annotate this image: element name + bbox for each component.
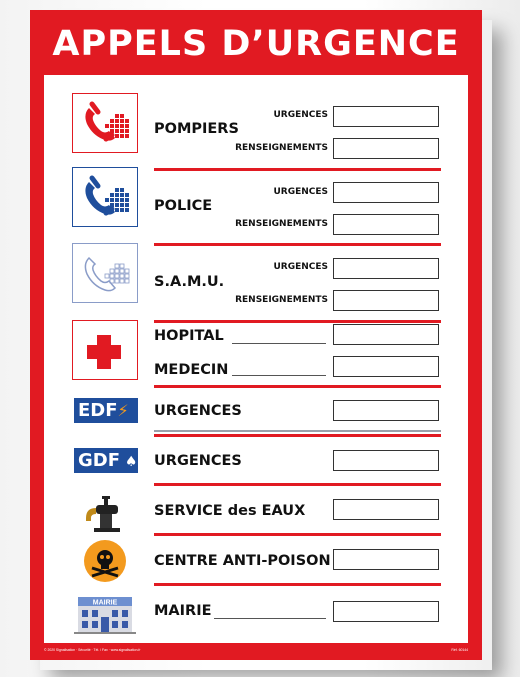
police-renseignements-label: RENSEIGNEMENTS [235, 219, 328, 229]
police-renseignements-field[interactable] [333, 214, 439, 235]
separator [154, 430, 441, 432]
blue-phone-icon [72, 167, 138, 227]
footer-text: © 2020 Signalisation · Sécurité · Tél. / Fax · www.signalisation.fr [44, 648, 141, 652]
samu-urgences-label: URGENCES [273, 262, 328, 272]
edf-urgences-field[interactable] [333, 400, 439, 421]
poster-title: APPELS D’URGENCE [52, 24, 460, 64]
tap-icon [72, 490, 138, 535]
red-cross-icon [72, 320, 138, 380]
red-phone-icon [72, 93, 138, 153]
samu-renseignements-field[interactable] [333, 290, 439, 311]
hopital-field[interactable] [333, 324, 439, 345]
pompiers-renseignements-label: RENSEIGNEMENTS [235, 143, 328, 153]
police-label: POLICE [154, 198, 213, 214]
mairie-logo-text: MAIRIE [92, 599, 118, 607]
mairie-writing-line [214, 618, 326, 619]
separator [154, 483, 441, 486]
medecin-field[interactable] [333, 356, 439, 377]
eaux-field[interactable] [333, 499, 439, 520]
edf-logo: EDF⚡ [74, 398, 138, 423]
police-urgences-label: URGENCES [273, 187, 328, 197]
antipoison-field[interactable] [333, 549, 439, 570]
gdf-logo-text: GDF [78, 450, 121, 471]
footer-reference: Réf. 60144 [451, 648, 468, 652]
pompiers-label: POMPIERS [154, 121, 239, 137]
separator [154, 243, 441, 246]
hopital-label: HOPITAL [154, 328, 224, 344]
separator [154, 320, 441, 323]
outline-phone-icon [72, 243, 138, 303]
gdf-urgences-field[interactable] [333, 450, 439, 471]
police-urgences-field[interactable] [333, 182, 439, 203]
pompiers-urgences-field[interactable] [333, 106, 439, 127]
separator [154, 385, 441, 388]
separator [154, 434, 441, 437]
pompiers-renseignements-field[interactable] [333, 138, 439, 159]
edf-urgences-label: URGENCES [154, 403, 242, 419]
gdf-logo: GDF ♠ [74, 448, 138, 473]
poster-panel [44, 75, 468, 643]
samu-urgences-field[interactable] [333, 258, 439, 279]
eaux-label: SERVICE des EAUX [154, 503, 306, 519]
hopital-writing-line [232, 343, 326, 344]
mairie-field[interactable] [333, 601, 439, 622]
gdf-urgences-label: URGENCES [154, 453, 242, 469]
samu-renseignements-label: RENSEIGNEMENTS [235, 295, 328, 305]
separator [154, 168, 441, 171]
edf-logo-text: EDF [78, 400, 118, 421]
emergency-poster [30, 10, 482, 660]
pompiers-urgences-label: URGENCES [273, 110, 328, 120]
separator [154, 533, 441, 536]
antipoison-label: CENTRE ANTI-POISON [154, 553, 331, 569]
medecin-label: MEDECIN [154, 362, 229, 378]
samu-label: S.A.M.U. [154, 274, 225, 290]
separator [154, 583, 441, 586]
medecin-writing-line [232, 375, 326, 376]
poison-icon [72, 538, 138, 584]
poster-footer [44, 648, 468, 652]
mairie-icon [72, 593, 138, 635]
mairie-label: MAIRIE [154, 603, 212, 619]
